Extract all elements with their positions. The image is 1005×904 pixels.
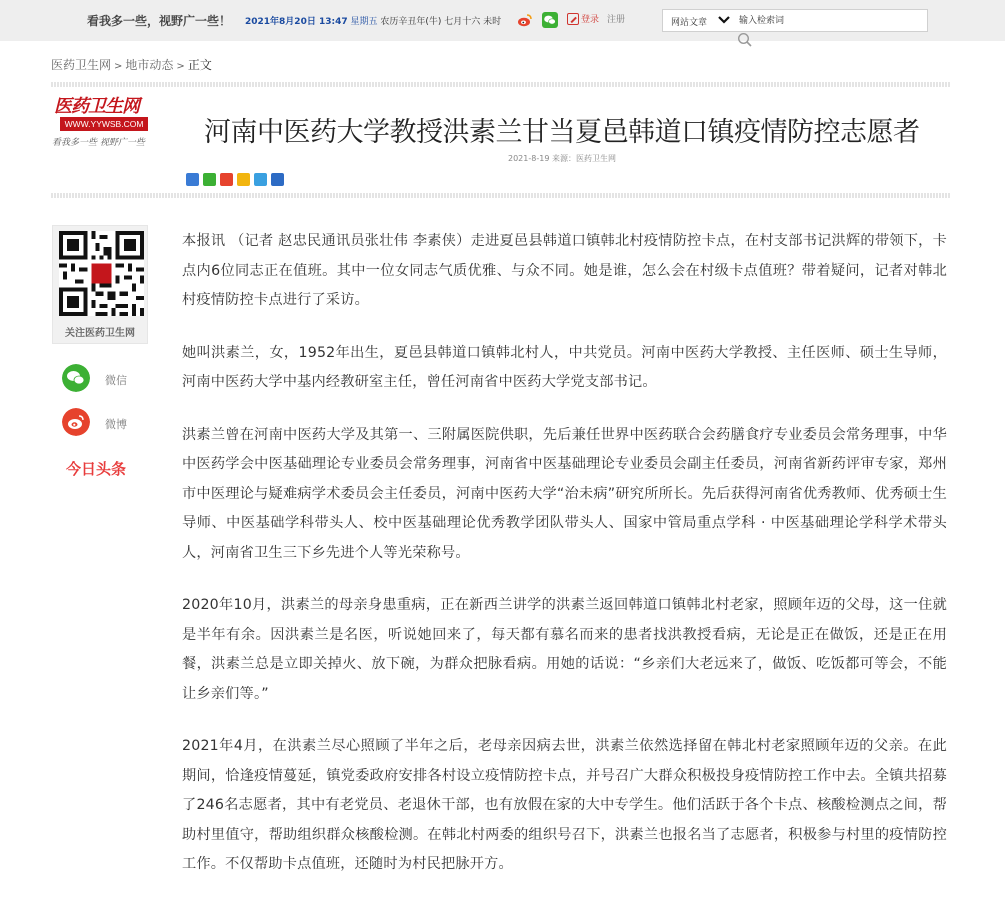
share-qzone-icon[interactable] [237,173,250,186]
share-more-icon[interactable] [186,173,199,186]
logo-title: 医药卫生网 [54,96,139,117]
wechat-icon[interactable] [542,12,558,28]
breadcrumb-home[interactable]: 医药卫生网 [51,58,112,72]
site-logo[interactable] [52,92,152,152]
login-link[interactable]: 登录 [581,15,600,25]
wechat-follow-button[interactable] [62,364,152,394]
search-scope-select[interactable]: 网站文章 [671,18,708,28]
search-icon[interactable] [737,32,753,48]
article-paragraph: 她叫洪素兰，女，1952年出生，夏邑县韩道口镇韩北村人，中共党员。河南中医药大学教授、主任医师、硕士生导师，河南中医药大学中基内经教研室主任，曾任河南省中医药大学党支部书记。 [182,344,947,390]
divider [51,193,951,198]
divider [51,82,951,87]
article-title: 河南中医药大学教授洪素兰甘当夏邑韩道口镇疫情防控志愿者 [204,117,920,148]
share-renren-icon[interactable] [271,173,284,186]
share-weibo-icon[interactable] [220,173,233,186]
breadcrumb-current: 正文 [187,58,212,72]
site-slogan: 看我多一些，视野广一些！ [87,14,232,28]
article-meta: 2021-8-19 来源：医药卫生网 [508,154,616,163]
wechat-label: 微信 [105,374,127,387]
login-area [567,12,625,25]
breadcrumb-separator: > [114,61,123,72]
qr-code-image [59,231,144,316]
article-body [182,227,947,903]
breadcrumb-separator: > [176,61,185,72]
logo-motto: 看我多一些 视野广一些 [52,138,145,148]
search-box [662,9,928,32]
date-time: 2021年8月20日 13:47 [245,17,348,27]
breadcrumb-section[interactable]: 地市动态 [125,58,174,72]
toutiao-link[interactable]: 今日头条 [66,460,127,478]
weekday: 星期五 [350,17,378,27]
qr-code-panel [52,225,148,344]
breadcrumb [51,56,212,73]
weibo-icon[interactable] [517,12,533,28]
article-paragraph: 2021年4月，在洪素兰尽心照顾了半年之后，老母亲因病去世，洪素兰依然选择留在韩北村老家照顾年迈的父亲。在此期间，恰逢疫情蔓延，镇党委政府安排各村设立疫情防控卡点，并号召广大群众积极投身疫情防控工作中去。全镇共招募了246名志愿者，其中有老党员、老退休干部，也有放假在家的大中专学生。他们活跃于各个卡点、核酸检测点之间，帮助村里值守，帮助组织群众核酸检测。在韩北村两委的组织号召下，洪素兰也报名当了志愿者，积极参与村里的疫情防控工作。不仅帮助卡点值班，还随时为村民把脉开方。 [182,738,947,872]
qr-caption: 关注医药卫生网 [65,328,135,339]
article-paragraph: 洪素兰曾在河南中医药大学及其第一、三附属医院供职，先后兼任世界中医药联合会药膳食疗专业委员会常务理事，中华中医药学会中医基础理论专业委员会常务理事，河南省中医基础理论专业委员会副主任委员，河南省新药评审专家，郑州市中医理论与疑难病学术委员会主任委员，河南中医药大学“治未病”研究所所长。先后获得河南省优秀教师、优秀硕士生导师、中医基础学科带头人、校中医基础理论优秀教学团队带头人、国家中管局重点学科 · 中医基础理论学科学术带头人，河南省卫生三下乡先进个人等光荣称号。 [182,426,947,561]
wechat-icon [62,364,90,392]
top-bar [0,0,1005,41]
weibo-follow-button[interactable] [62,408,152,438]
lunar-date: 农历辛丑年(牛) 七月十六 未时 [380,17,502,27]
current-date [245,14,501,27]
search-input[interactable] [739,12,919,29]
share-wechat-icon[interactable] [203,173,216,186]
article-paragraph: 本报讯 （记者 赵忠民通讯员张壮伟 李素侠）走进夏邑县韩道口镇韩北村疫情防控卡点，在村支部书记洪辉的带领下，卡点内6位同志正在值班。其中一位女同志气质优雅、与众不同。她是谁，怎么会在村级卡点值班？带着疑问，记者对韩北村疫情防控卡点进行了采访。 [182,233,947,308]
logo-url: WWW.YYWSB.COM [60,117,148,131]
share-qq-icon[interactable] [254,173,267,186]
weibo-label: 微博 [105,418,127,431]
edit-icon[interactable] [567,13,579,25]
article-paragraph: 2020年10月，洪素兰的母亲身患重病，正在新西兰讲学的洪素兰返回韩道口镇韩北村老家，照顾年迈的父母，这一住就是半年有余。因洪素兰是名医，听说她回来了，每天都有慕名而来的患者找洪教授看病，无论是正在做饭，还是正在用餐，洪素兰总是立即关掉火、放下碗，为群众把脉看病。用她的话说：“乡亲们大老远来了，做饭、吃饭都可等会，不能让乡亲们等。” [182,597,947,702]
register-link[interactable]: 注册 [607,15,626,25]
chevron-down-icon[interactable] [717,14,731,26]
weibo-icon [62,408,90,436]
